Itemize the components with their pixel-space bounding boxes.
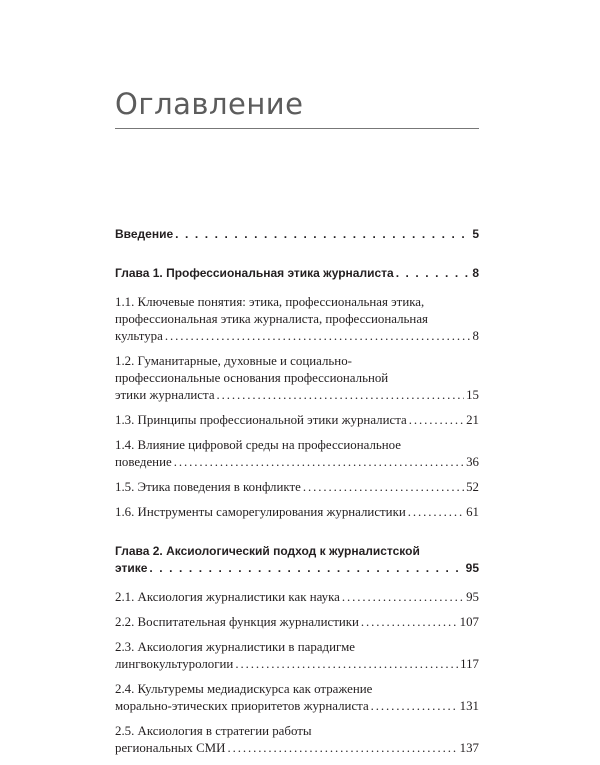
dot-leader	[227, 740, 457, 757]
toc-page-number: 8	[472, 329, 479, 343]
toc-entry-line: 2.4. Культуремы медиадискурса как отражение	[115, 682, 373, 696]
toc-entry-title: 1.5. Этика поведения в конфликте	[115, 480, 301, 494]
title-divider	[115, 128, 479, 129]
dot-leader	[361, 614, 458, 631]
dot-leader	[149, 560, 463, 577]
dot-leader	[174, 454, 464, 471]
toc-entry-line: 1.1. Ключевые понятия: этика, профессиональная этика,	[115, 295, 425, 309]
dot-leader	[217, 387, 465, 404]
toc-entry-title: 2.2. Воспитательная функция журналистики	[115, 615, 359, 629]
toc-entry-line: 2.5. Аксиология в стратегии работы	[115, 724, 312, 738]
toc-entry-line: Глава 2. Аксиологический подход к журналистской	[115, 544, 420, 558]
toc-entry-line: профессиональная этика журналиста, профессиональная	[115, 312, 428, 326]
toc-entry-title: 1.6. Инструменты саморегулирования журналистики	[115, 505, 406, 519]
toc-entry-introduction[interactable]	[115, 226, 479, 243]
dot-leader	[165, 328, 471, 345]
dot-leader	[235, 656, 458, 673]
toc-entry-title: Глава 1. Профессиональная этика журналиста	[115, 266, 394, 280]
toc-entry-section-2-3[interactable]	[115, 639, 479, 673]
toc-entry-title: культура	[115, 329, 163, 343]
toc-page-number: 117	[460, 657, 479, 671]
dot-leader	[409, 412, 464, 429]
dot-leader	[371, 698, 458, 715]
toc-entry-title: поведение	[115, 455, 172, 469]
toc-entry-title: этике	[115, 561, 148, 575]
toc-page-number: 15	[466, 388, 479, 402]
page-title: Оглавление	[115, 87, 304, 121]
toc-entry-title: этики журналиста	[115, 388, 215, 402]
toc-page-number: 5	[472, 227, 479, 241]
toc-entry-section-2-2[interactable]	[115, 614, 479, 631]
dot-leader	[396, 265, 471, 282]
toc-entry-section-1-2[interactable]	[115, 353, 479, 404]
toc-page-number: 21	[466, 413, 479, 427]
table-of-contents	[115, 226, 479, 765]
toc-page-number: 131	[459, 699, 479, 713]
dot-leader	[342, 589, 464, 606]
toc-entry-section-2-5[interactable]	[115, 723, 479, 757]
toc-entry-section-1-1[interactable]	[115, 294, 479, 345]
toc-page-number: 8	[472, 266, 479, 280]
toc-entry-line: 1.2. Гуманитарные, духовные и социально-	[115, 354, 352, 368]
toc-entry-section-2-4[interactable]	[115, 681, 479, 715]
toc-page-number: 36	[466, 455, 479, 469]
toc-entry-section-1-5[interactable]	[115, 479, 479, 496]
toc-entry-section-1-6[interactable]	[115, 504, 479, 521]
toc-entry-title: Введение	[115, 227, 174, 241]
toc-entry-title: региональных СМИ	[115, 741, 226, 755]
dot-leader	[303, 479, 464, 496]
toc-entry-line: 1.4. Влияние цифровой среды на профессиональное	[115, 438, 402, 452]
toc-page-number: 52	[466, 480, 479, 494]
dot-leader	[408, 504, 464, 521]
toc-entry-section-2-1[interactable]	[115, 589, 479, 606]
toc-page-number: 61	[466, 505, 479, 519]
dot-leader	[175, 226, 470, 243]
toc-page-number: 137	[459, 741, 479, 755]
toc-entry-chapter-1[interactable]	[115, 265, 479, 282]
toc-entry-section-1-3[interactable]	[115, 412, 479, 429]
toc-entry-title: 1.3. Принципы профессиональной этики журналиста	[115, 413, 407, 427]
toc-page-number: 95	[465, 561, 479, 575]
toc-page-number: 95	[466, 590, 479, 604]
toc-entry-title: лингвокультурологии	[115, 657, 234, 671]
toc-entry-chapter-2[interactable]	[115, 543, 479, 577]
toc-entry-section-1-4[interactable]	[115, 437, 479, 471]
toc-entry-title: морально-этических приоритетов журналиста	[115, 699, 369, 713]
toc-entry-line: 2.3. Аксиология журналистики в парадигме	[115, 640, 355, 654]
toc-page-number: 107	[459, 615, 479, 629]
toc-entry-title: 2.1. Аксиология журналистики как наука	[115, 590, 340, 604]
toc-entry-line: профессиональные основания профессиональной	[115, 371, 389, 385]
